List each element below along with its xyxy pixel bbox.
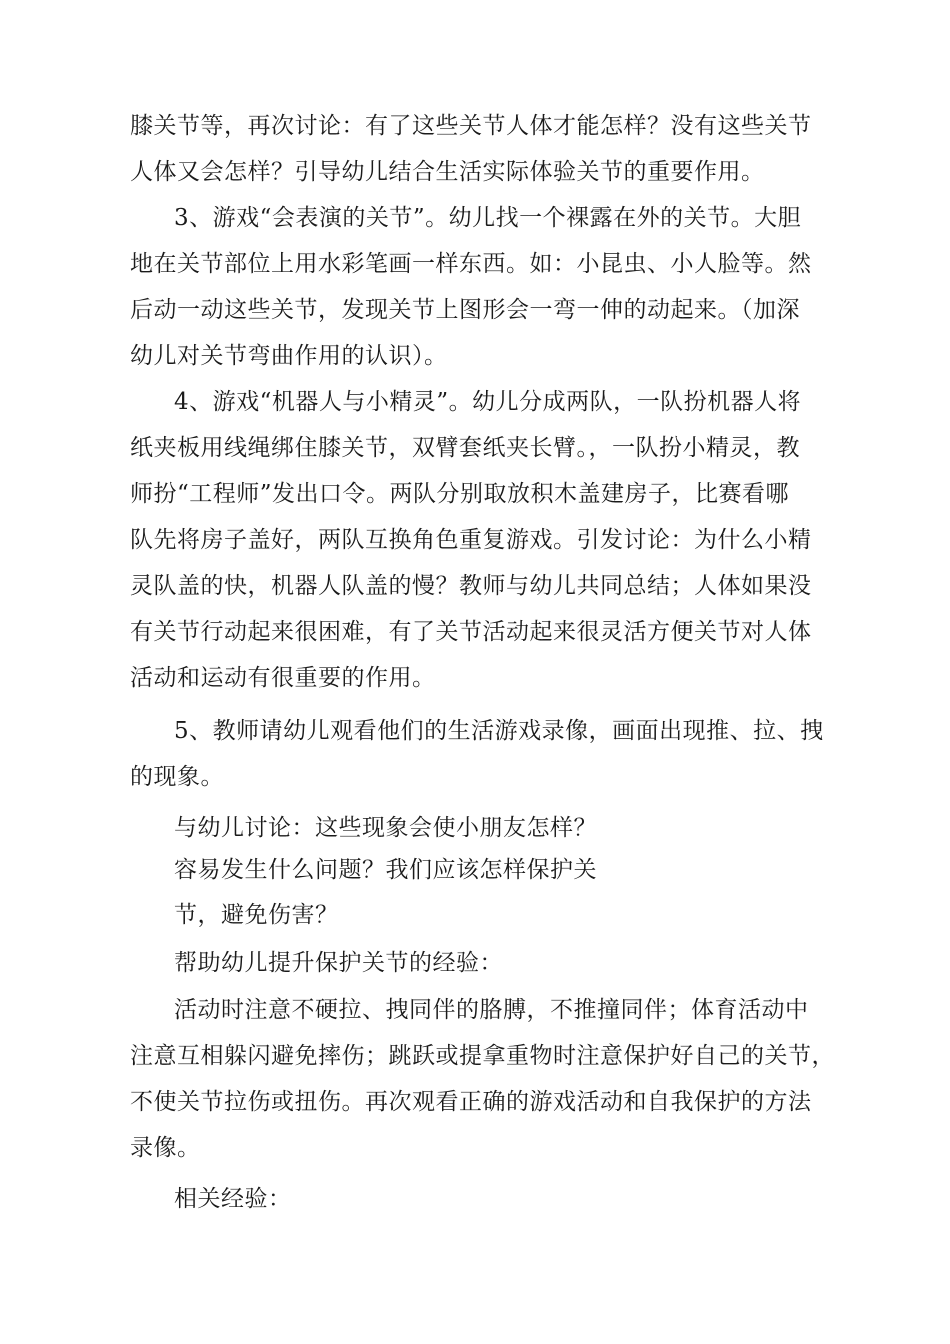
text-line: 队先将房子盖好，两队互换角色重复游戏。引发讨论：为什么小精 [130,527,812,553]
text-line: 地在关节部位上用水彩笔画一样东西。如：小昆虫、小人脸等。然 [130,251,812,277]
text-line: 纸夹板用线绳绑住膝关节，双臂套纸夹长臂。，一队扮小精灵，教 [130,435,800,461]
paragraph-start: 相关经验： [174,1186,292,1212]
text-line: 不使关节拉伤或扭伤。再次观看正确的游戏活动和自我保护的方法 [130,1089,812,1115]
text-line: 活动和运动有很重要的作用。 [130,665,436,691]
text-line: 师扮“工程师”发出口令。两队分别取放积木盖建房子，比赛看哪 [130,481,790,507]
paragraph-start: 3、游戏“会表演的关节”。幼儿找一个裸露在外的关节。大胆 [174,205,802,231]
text-line: 幼儿对关节弯曲作用的认识）。 [130,343,448,369]
text-line: 注意互相躲闪避免摔伤；跳跃或提拿重物时注意保护好自己的关节， [130,1043,835,1069]
text-line: 有关节行动起来很困难，有了关节活动起来很灵活方便关节对人体 [130,619,812,645]
text-line: 的现象。 [130,764,224,790]
text-line: 录像。 [130,1135,201,1161]
paragraph-start: 活动时注意不硬拉、拽同伴的胳膊，不推撞同伴；体育活动中 [174,997,809,1023]
paragraph-start: 帮助幼儿提升保护关节的经验： [174,950,503,976]
paragraph-start: 4、游戏“机器人与小精灵”。幼儿分成两队，一队扮机器人将 [174,389,802,415]
paragraph-start: 与幼儿讨论：这些现象会使小朋友怎样？ [174,815,597,841]
text-line: 人体又会怎样？引导幼儿结合生活实际体验关节的重要作用。 [130,159,765,185]
text-line: 灵队盖的快，机器人队盖的慢？教师与幼儿共同总结；人体如果没 [130,573,812,599]
paragraph-start: 节，避免伤害？ [174,902,339,928]
paragraph-start: 容易发生什么问题？我们应该怎样保护关 [174,857,597,883]
text-line: 膝关节等，再次讨论：有了这些关节人体才能怎样？没有这些关节 [130,113,812,139]
text-line: 后动一动这些关节，发现关节上图形会一弯一伸的动起来。（加深 [130,297,800,323]
paragraph-start: 5、教师请幼儿观看他们的生活游戏录像，画面出现推、拉、拽 [174,718,824,744]
